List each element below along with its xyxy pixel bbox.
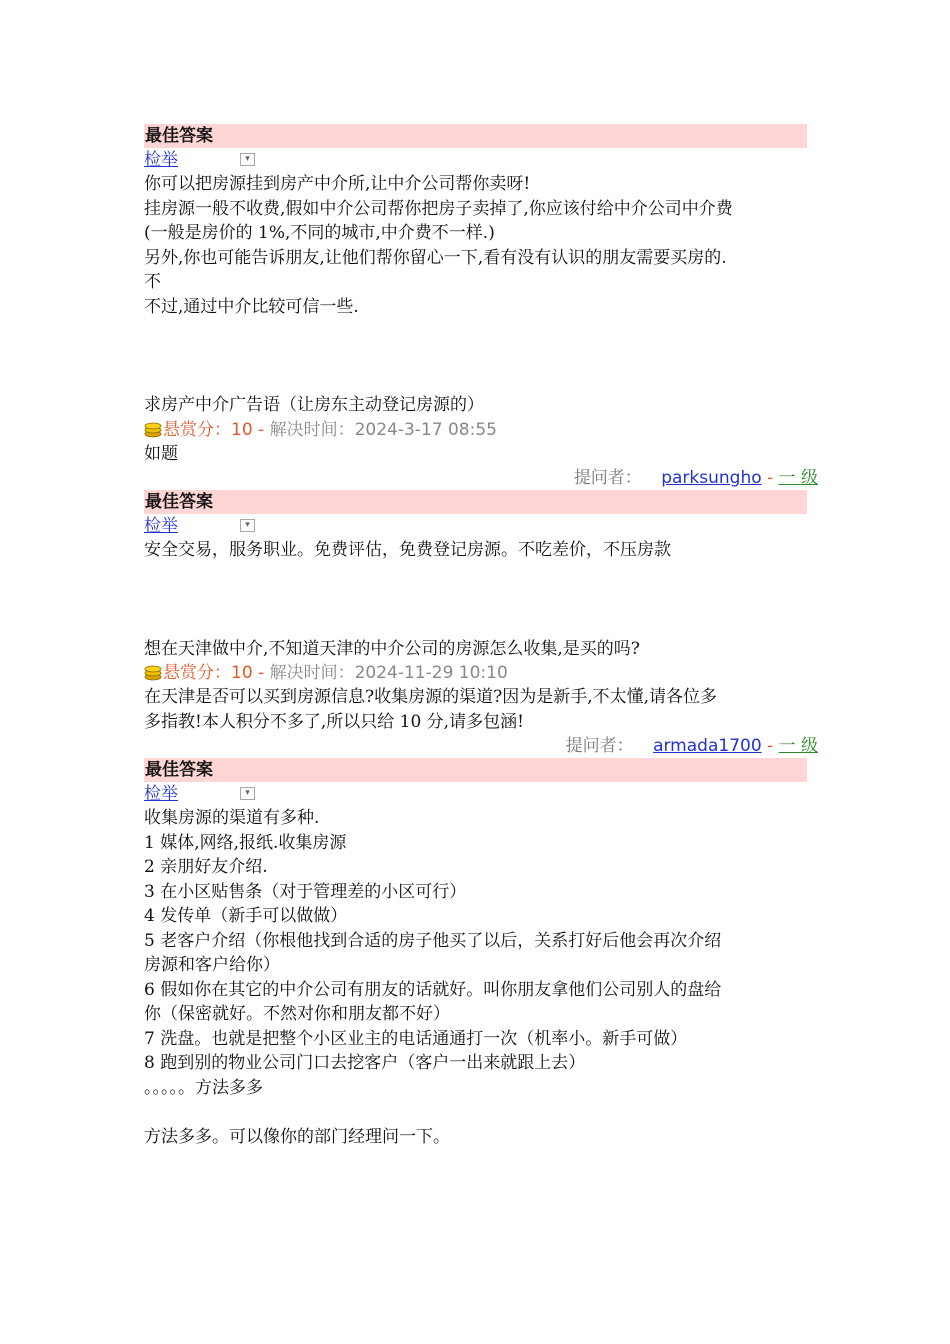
- report-link[interactable]: 检举: [144, 784, 178, 804]
- answer-line: 收集房源的渠道有多种.: [144, 808, 320, 828]
- answer-line: 4 发传单（新手可以做做）: [144, 906, 348, 926]
- best-answer-header: 最佳答案: [144, 124, 807, 148]
- separator: -: [767, 736, 774, 756]
- asker-link[interactable]: parksungho: [661, 468, 762, 488]
- asker-link[interactable]: armada1700: [653, 736, 762, 756]
- chevron-down-icon[interactable]: ▾: [240, 153, 255, 166]
- question-meta: [144, 661, 818, 685]
- spacer: [144, 319, 818, 393]
- chevron-down-icon[interactable]: ▾: [240, 519, 255, 532]
- time-value: 2024-11-29 10:10: [354, 663, 508, 683]
- answer-line: 1 媒体,网络,报纸.收集房源: [144, 832, 347, 853]
- question-title: 求房产中介广告语（让房东主动登记房源的）: [144, 395, 484, 415]
- page-content: [144, 124, 818, 1149]
- answer-body: [144, 806, 818, 1149]
- best-answer-header: 最佳答案: [144, 758, 807, 782]
- answer-line: 挂房源一般不收费,假如中介公司帮你把房子卖掉了,你应该付给中介公司中介费: [144, 198, 733, 219]
- coin-icon: [144, 663, 162, 681]
- level-link[interactable]: 一 级: [778, 468, 818, 488]
- separator: -: [258, 419, 265, 440]
- answer-line: 安全交易，服务职业。免费评估，免费登记房源。不吃差价，不压房款: [144, 540, 671, 560]
- answer-line: 6 假如你在其它的中介公司有朋友的话就好。叫你朋友拿他们公司别人的盘给: [144, 979, 722, 1000]
- answer-line: 你可以把房源挂到房产中介所,让中介公司帮你卖呀!: [144, 174, 531, 194]
- reward-label: 悬赏分：: [163, 419, 231, 440]
- reward-value: 10: [231, 663, 253, 683]
- question-body-line: 在天津是否可以买到房源信息?收集房源的渠道?因为是新手,不太懂,请各位多: [144, 687, 718, 707]
- separator: -: [767, 468, 774, 488]
- asker-label: 提问者：: [573, 468, 642, 488]
- asker-row: [144, 734, 818, 758]
- question-body-line: 如题: [144, 443, 178, 464]
- report-link[interactable]: 检举: [144, 516, 178, 536]
- answer-line: 你（保密就好。不然对你和朋友都不好）: [144, 1004, 450, 1024]
- coin-icon: [144, 420, 162, 438]
- answer-line: 2 亲朋好友介绍.: [144, 857, 268, 877]
- report-row: [144, 514, 818, 538]
- answer-line: 房源和客户给你）: [144, 955, 280, 975]
- answer-body: [144, 172, 818, 319]
- answer-line: 5 老客户介绍（你根他找到合适的房子他买了以后，关系打好后他会再次介绍: [144, 930, 722, 951]
- best-answer-header: 最佳答案: [144, 490, 807, 514]
- chevron-down-icon[interactable]: ▾: [240, 787, 255, 800]
- answer-line: 方法多多。可以像你的部门经理问一下。: [144, 1126, 450, 1147]
- time-value: 2024-3-17 08:55: [354, 419, 497, 440]
- spacer: [144, 563, 818, 637]
- answer-line: 不过,通过中介比较可信一些.: [144, 296, 359, 317]
- answer-line: 7 洗盘。也就是把整个小区业主的电话通通打一次（机率小。新手可做）: [144, 1028, 688, 1049]
- answer-line: 不: [144, 272, 161, 292]
- answer-line: 。。。。。方法多多: [144, 1077, 263, 1098]
- answer-line: 3 在小区贴售条（对于管理差的小区可行）: [144, 881, 467, 902]
- reward-label: 悬赏分：: [163, 663, 231, 683]
- question-meta: [144, 418, 818, 442]
- separator: -: [258, 663, 265, 683]
- time-label: 解决时间：: [269, 663, 355, 683]
- reward-value: 10: [231, 419, 253, 440]
- time-label: 解决时间：: [269, 419, 355, 440]
- question-title: 想在天津做中介,不知道天津的中介公司的房源怎么收集,是买的吗?: [144, 638, 640, 659]
- asker-label: 提问者：: [565, 736, 634, 756]
- level-link[interactable]: 一 级: [778, 736, 818, 756]
- report-row: [144, 148, 818, 172]
- answer-line: 另外,你也可能告诉朋友,让他们帮你留心一下,看有没有认识的朋友需要买房的.: [144, 247, 727, 268]
- answer-line: (一般是房价的 1%,不同的城市,中介费不一样.): [144, 223, 495, 243]
- answer-line: 8 跑到别的物业公司门口去挖客户（客户一出来就跟上去）: [144, 1053, 586, 1073]
- report-link[interactable]: 检举: [144, 150, 178, 170]
- asker-row: [144, 466, 818, 490]
- answer-line: [144, 1100, 818, 1125]
- question-body-line: 多指教!本人积分不多了,所以只给 10 分,请多包涵!: [144, 711, 524, 732]
- report-row: [144, 782, 818, 806]
